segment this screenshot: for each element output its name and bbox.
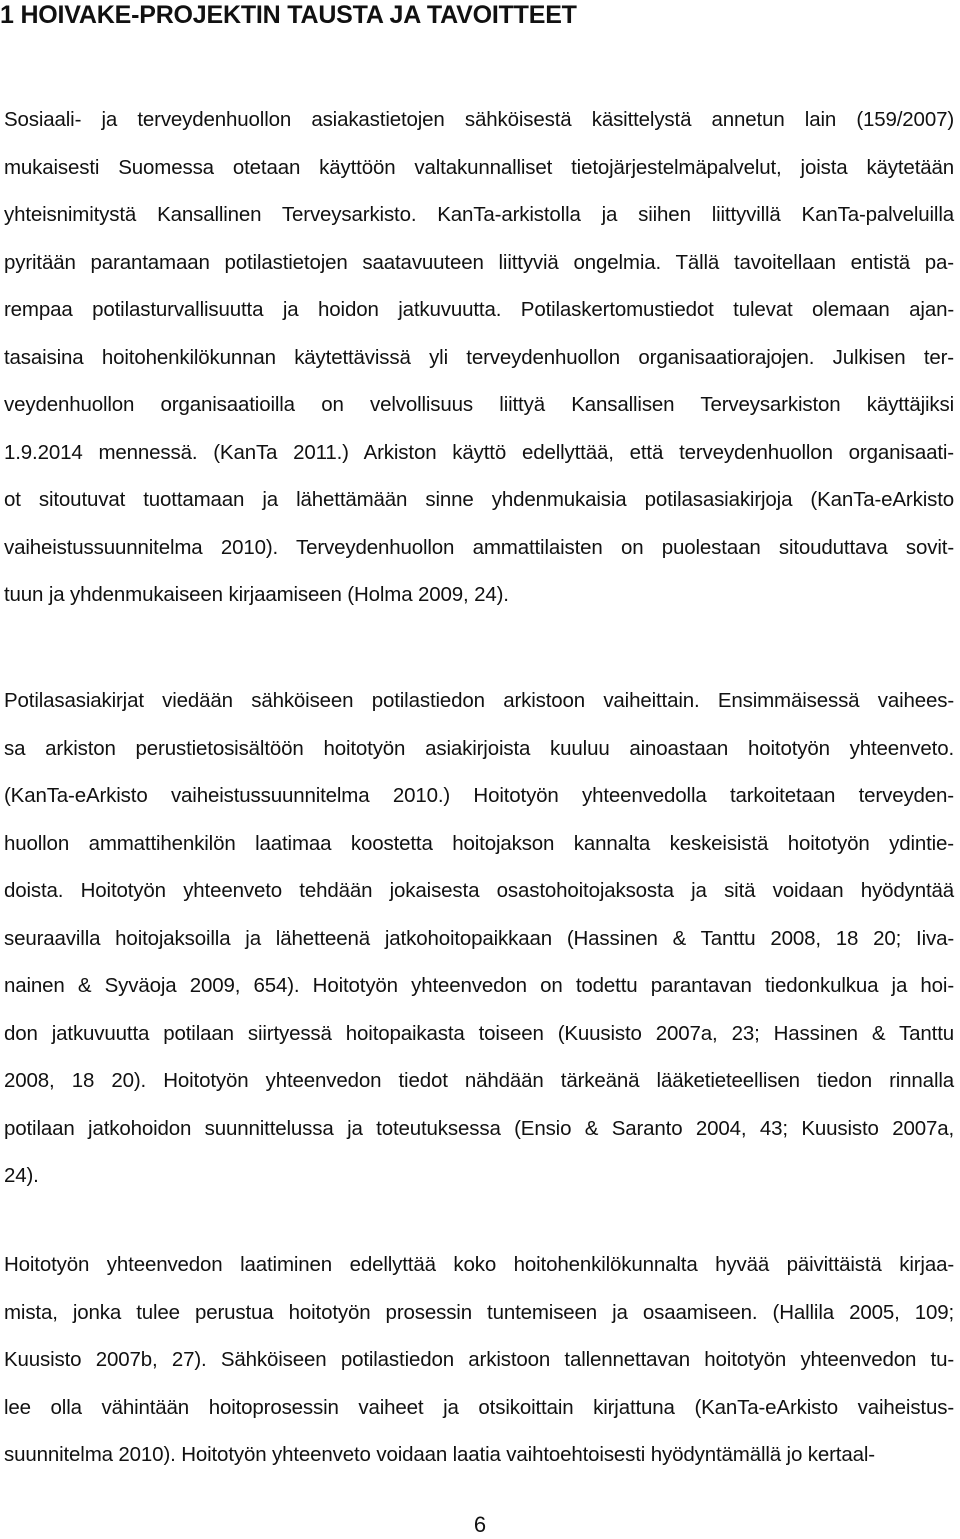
paragraph-line: suunnitelma 2010). Hoitotyön yhteenveto voidaan laatia vaihtoehtoisesti hyödyntämällä jo kertaal- bbox=[4, 1443, 875, 1466]
paragraph-line: vaiheistussuunnitelma 2010). Terveydenhuollon ammattilaisten on puolestaan sitouduttava sovit- bbox=[4, 535, 954, 559]
paragraph-line: Kuusisto 2007b, 27). Sähköiseen potilastiedon arkistoon tallennettavan hoitotyön yhteenvedon tu- bbox=[4, 1348, 954, 1371]
paragraph-line: sa arkiston perustietosisältöön hoitotyön asiakirjoista kuuluu ainoastaan hoitotyön yhteenveto. bbox=[4, 736, 954, 760]
paragraph-2 bbox=[4, 677, 954, 1200]
paragraph-3 bbox=[4, 1241, 954, 1479]
section-heading: 1 HOIVAKE-PROJEKTIN TAUSTA JA TAVOITTEET bbox=[0, 1, 577, 29]
paragraph-line: (KanTa-eArkisto vaiheistussuunnitelma 2010.) Hoitotyön yhteenvedolla tarkoitetaan terveyden- bbox=[4, 784, 954, 807]
paragraph-line: nainen & Syväoja 2009, 654). Hoitotyön yhteenvedon on todettu parantavan tiedonkulkua ja hoi- bbox=[4, 974, 954, 997]
paragraph-line: veydenhuollon organisaatioilla on velvollisuus liittyä Kansallisen Terveysarkiston käyttäjiksi bbox=[4, 393, 954, 416]
paragraph-line: 2008, 18 20). Hoitotyön yhteenvedon tiedot nähdään tärkeänä lääketieteellisen tiedon rinnalla bbox=[4, 1069, 954, 1092]
paragraph-line: yhteisnimitystä Kansallinen Terveysarkisto. KanTa-arkistolla ja siihen liittyvillä KanTa-palveluilla bbox=[4, 203, 954, 226]
paragraph-line: 1.9.2014 mennessä. (KanTa 2011.) Arkiston käyttö edellyttää, että terveydenhuollon organisaati- bbox=[4, 440, 954, 464]
paragraph-1 bbox=[4, 96, 954, 619]
paragraph-line: Sosiaali- ja terveydenhuollon asiakastietojen sähköisestä käsittelystä annetun lain (159/2007) bbox=[4, 108, 954, 131]
paragraph-line: doista. Hoitotyön yhteenveto tehdään jokaisesta osastohoitojaksosta ja sitä voidaan hyödyntää bbox=[4, 879, 954, 902]
paragraph-line: tuun ja yhdenmukaiseen kirjaamiseen (Holma 2009, 24). bbox=[4, 583, 509, 606]
paragraph-line: potilaan jatkohoidon suunnittelussa ja toteutuksessa (Ensio & Saranto 2004, 43; Kuusisto 2007a, bbox=[4, 1116, 954, 1140]
page-number: 6 bbox=[473, 1512, 487, 1537]
paragraph-line: lee olla vähintään hoitoprosessin vaiheet ja otsikoittain kirjattuna (KanTa-eArkisto vaiheistus- bbox=[4, 1395, 954, 1419]
paragraph-line: rempaa potilasturvallisuutta ja hoidon jatkuvuutta. Potilaskertomustiedot tulevat olemaan ajan- bbox=[4, 298, 954, 321]
paragraph-line: mukaisesti Suomessa otetaan käyttöön valtakunnalliset tietojärjestelmäpalvelut, joista käytetään bbox=[4, 155, 954, 179]
paragraph-line: 24). bbox=[4, 1164, 39, 1187]
paragraph-line: Hoitotyön yhteenvedon laatiminen edellyttää koko hoitohenkilökunnalta hyvää päivittäistä kirjaa- bbox=[4, 1253, 954, 1276]
paragraph-line: don jatkuvuutta potilaan siirtyessä hoitopaikasta toiseen (Kuusisto 2007a, 23; Hassinen & Tanttu bbox=[4, 1021, 954, 1045]
paragraph-line: tasaisina hoitohenkilökunnan käytettävissä yli terveydenhuollon organisaatiorajojen. Julkisen ter- bbox=[4, 345, 954, 369]
paragraph-line: huollon ammattihenkilön laatimaa koostetta hoitojakson kannalta keskeisistä hoitotyön ydintie- bbox=[4, 831, 954, 855]
paragraph-line: seuraavilla hoitojaksoilla ja lähetteenä jatkohoitopaikkaan (Hassinen & Tanttu 2008, 18 20; Iiva- bbox=[4, 926, 954, 950]
paragraph-line: pyritään parantamaan potilastietojen saatavuuteen liittyviä ongelmia. Tällä tavoitellaan entistä pa- bbox=[4, 250, 954, 274]
paragraph-line: ot sitoutuvat tuottamaan ja lähettämään sinne yhdenmukaisia potilasasiakirjoja (KanTa-eArkisto bbox=[4, 488, 954, 511]
paragraph-line: mista, jonka tulee perustua hoitotyön prosessin tuntemiseen ja osaamiseen. (Hallila 2005, 109; bbox=[4, 1300, 954, 1324]
paragraph-line: Potilasasiakirjat viedään sähköiseen potilastiedon arkistoon vaiheittain. Ensimmäisessä vaihees- bbox=[4, 689, 954, 712]
